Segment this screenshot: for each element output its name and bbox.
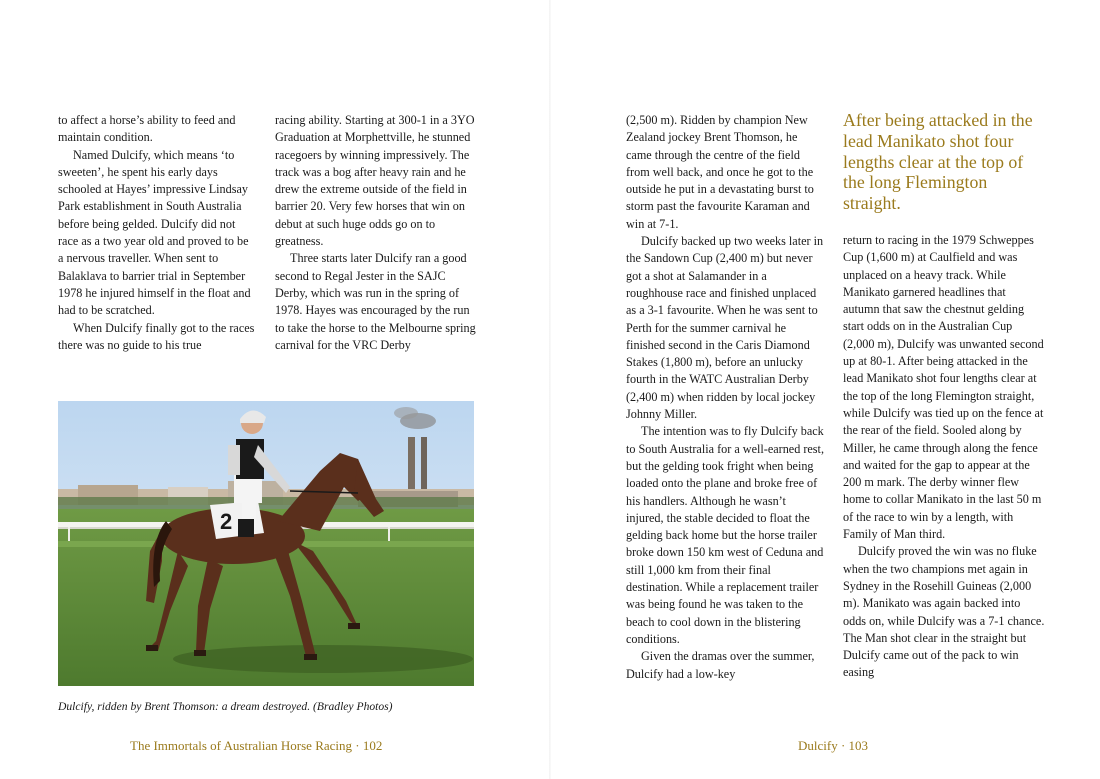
paragraph: Three starts later Dulcify ran a good second to Regal Jester in the SAJC Derby, which was run in the spring of 1978. Hayes was encouraged by the run to take the horse to the Melbourne spring carnival for the VRC Derby [275,251,476,352]
paragraph: to affect a horse’s ability to feed and maintain condition. [58,113,236,145]
photo-caption: Dulcify, ridden by Brent Thomson: a dream destroyed. (Bradley Photos) [58,700,393,713]
paragraph: (2,500 m). Ridden by champion New Zealand jockey Brent Thomson, he came through the centre of the field from well back, and once he got to the outside he put in a devastating burst to storm past the favourite Karaman and win at 7-1. [626,113,814,231]
paragraph: Named Dulcify, which means ‘to sweeten’, he spent his early days schooled at Hayes’ impressive Lindsay Park establishment in South Australia before being gelded. Dulcify did not race as a two year old and proved to be a nervous traveller. When sent to Balaklava to barrier trial in September 1978 he injured himself in the float and had to be scratched. [58,147,251,318]
paragraph: Dulcify backed up two weeks later in the Sandown Cup (2,400 m) but never got a shot at Salamander in a roughhouse race and finished unplaced as a 3-1 favourite. When he was sent to Perth for the summer carnival he finished second in the Caris Diamond Stakes (1,800 m), before an unlucky fourth in the WATC Australian Derby (2,400 m) when ridden by local jockey Johnny Miller. [626,234,824,422]
left-page-column-1 [58,112,256,354]
pull-quote: After being attacked in the lead Manikato shot four lengths clear at the top of the long Flemington straight. [843,110,1033,214]
paragraph: Given the dramas over the summer, Dulcify had a low-key [626,649,815,681]
paragraph: When Dulcify finally got to the races there was no guide to his true [58,320,255,352]
page-footer-left: The Immortals of Australian Horse Racing · 102 [130,738,383,753]
right-page [550,0,1100,779]
left-page-column-2 [275,112,477,354]
paragraph: The intention was to fly Dulcify back to South Australia for a well-earned rest, but the gelding took fright when being loaded onto the plane and broke free of his handlers. Although he wasn’t injured, the stable decided to float the gelding back home but the horse trailer broke down 150 km west of Ceduna and still 1,000 km from their final destination. While a replacement trailer was being found he was taken to the beach to cool down in the blistering conditions. [626,424,824,646]
saddlecloth-number: 2 [220,509,233,534]
paragraph: Dulcify proved the win was no fluke when the two champions met again in Sydney in the Rosehill Guineas (2,000 m). Manikato was again backed into odds on, while Dulcify was a 7-1 chance. The Man shot clear in the straight but Dulcify came out of the pack to win easing [843,544,1045,680]
paragraph: racing ability. Starting at 300-1 in a 3YO Graduation at Morphettville, he stunned racegoers by winning impressively. The track was a bog after heavy rain and he drew the extreme outside of the field in barrier 20. Very few horses that win on debut at such huge odds go on to greatness. [275,113,475,249]
paragraph: return to racing in the 1979 Schweppes Cup (1,600 m) at Caulfield and was unplaced on a heavy track. While Manikato garnered headlines that autumn that saw the chestnut gelding start odds on in the Australian Cup (2,000 m), Dulcify was unwanted second up at 80-1. After being attacked in the lead Manikato shot four lengths clear at the top of the long Flemington straight, while Dulcify was tied up on the fence at the rear of the field. Sooled along by Miller, he came through along the fence and waited for the gap to appear at the 200 m mark. The derby winner flew home to collar Manikato in the last 50 m of the race to win by a length, with Family of Man third. [843,233,1044,542]
right-page-column-1 [626,112,826,683]
horse-racing-photo [58,401,474,686]
right-page-column-2 [843,232,1045,682]
page-footer-right: Dulcify · 103 [798,738,869,753]
